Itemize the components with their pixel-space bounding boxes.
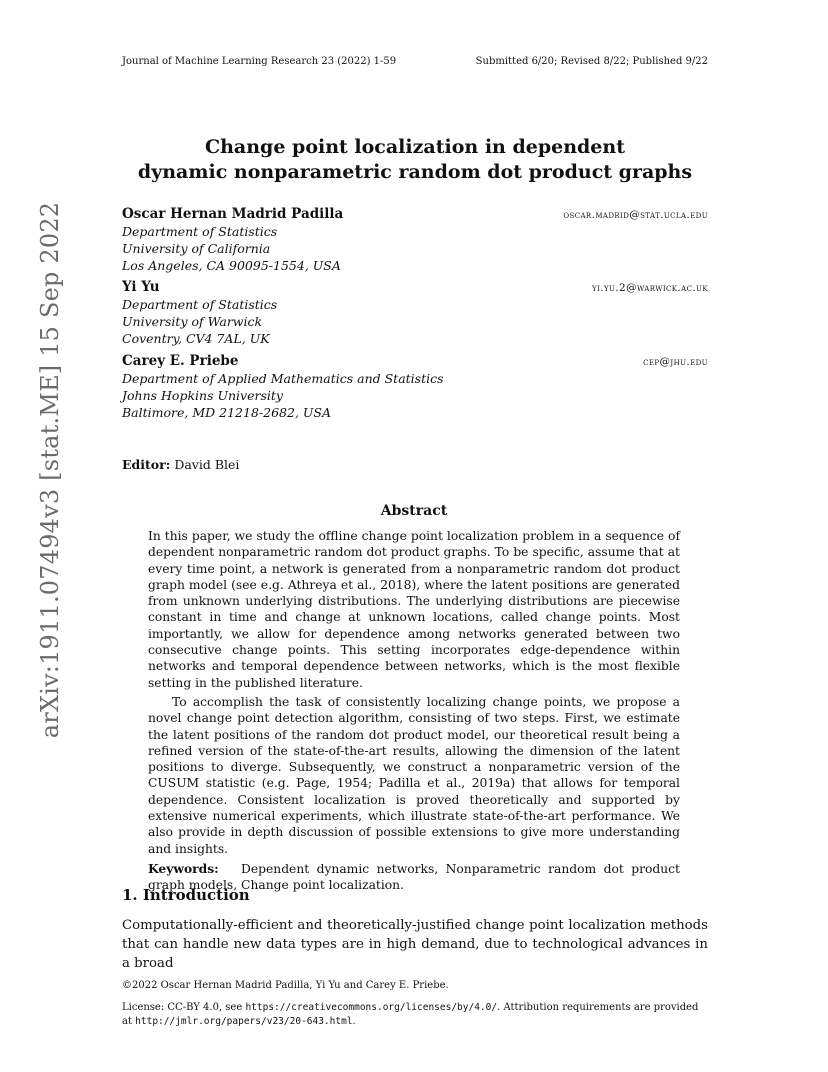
introduction-paragraph: Computationally-efficient and theoretically-justified change point localization methods that can handle new data types are in high demand, due to technological advances in a broad xyxy=(122,918,708,971)
author-name: Carey E. Priebe xyxy=(122,353,239,369)
abstract-heading: Abstract xyxy=(380,503,448,519)
title-line-2: dynamic nonparametric random dot product graphs xyxy=(137,161,693,183)
abstract-paragraph-1: In this paper, we study the offline change point localization problem in a sequence of dependent nonparametric random dot product graphs. To be specific, assume that at every time point, a network is generated from a nonparametric random dot product graph model (see e.g. Athreya et al., 2018), where the latent positions are generated from unknown underlying distributions. The underlying distributions are piecewise constant in time and change at unknown locations, called change points. Most importantly, we allow for dependence among networks generated between two consecutive change points. This setting incorporates edge-dependence within networks and temporal dependence between networks, which is the most flexible setting in the published literature. xyxy=(148,529,680,690)
author-block xyxy=(122,206,708,274)
arxiv-stamp: arXiv:1911.07494v3 [stat.ME] 15 Sep 2022 xyxy=(36,201,64,739)
abstract-body xyxy=(148,528,680,894)
editor-line xyxy=(122,457,239,472)
license-at: at xyxy=(122,1015,136,1027)
author-block xyxy=(122,279,708,347)
author-email[interactable]: cep@jhu.edu xyxy=(643,356,708,368)
author-institution: University of California xyxy=(122,241,271,256)
author-institution: Johns Hopkins University xyxy=(122,388,283,403)
author-email[interactable]: yi.yu.2@warwick.ac.uk xyxy=(592,282,708,294)
attribution-link[interactable]: http://jmlr.org/papers/v23/20-643.html xyxy=(135,1015,353,1027)
author-department: Department of Statistics xyxy=(122,297,278,312)
author-name: Oscar Hernan Madrid Padilla xyxy=(122,206,344,222)
license-notice xyxy=(122,1001,708,1028)
license-prefix: License: CC-BY 4.0, see xyxy=(122,1002,246,1013)
license-middle: . Attribution requirements are provided xyxy=(497,1002,699,1013)
keywords-list: Dependent dynamic networks, Nonparametric random dot product graph models, Change point localization. xyxy=(148,861,680,893)
title-line-1: Change point localization in dependent xyxy=(204,136,625,158)
introduction-text xyxy=(122,916,708,973)
license-link[interactable]: https://creativecommons.org/licenses/by/4.0/ xyxy=(245,1002,498,1013)
author-department: Department of Applied Mathematics and Statistics xyxy=(122,371,444,386)
paper-title xyxy=(122,135,708,185)
copyright-notice: ©2022 Oscar Hernan Madrid Padilla, Yi Yu and Carey E. Priebe. xyxy=(122,980,449,991)
author-institution: University of Warwick xyxy=(122,314,263,329)
section-heading-introduction: 1. Introduction xyxy=(122,886,250,904)
author-email[interactable]: oscar.madrid@stat.ucla.edu xyxy=(563,209,708,221)
license-end: . xyxy=(352,1015,356,1027)
abstract-paragraph-2: To accomplish the task of consistently localizing change points, we propose a novel change point detection algorithm, consisting of two steps. First, we estimate the latent positions of the random dot product model, our theoretical result being a refined version of the state-of-the-art results, allowing the dimension of the latent positions to diverge. Subsequently, we construct a nonparametric version of the CUSUM statistic (e.g. Page, 1954; Padilla et al., 2019a) that allows for temporal dependence. Consistent localization is proved theoretically and supported by extensive numerical experiments, which illustrate state-of-the-art performance. We also provide in depth discussion of possible extensions to give more understanding and insights. xyxy=(148,694,680,856)
journal-citation: Journal of Machine Learning Research 23 (2022) 1-59 xyxy=(122,56,397,67)
submission-dates: Submitted 6/20; Revised 8/22; Published 9/22 xyxy=(475,56,708,67)
author-department: Department of Statistics xyxy=(122,224,278,239)
author-address: Baltimore, MD 21218-2682, USA xyxy=(122,405,332,420)
author-address: Coventry, CV4 7AL, UK xyxy=(122,331,270,346)
editor-label: Editor: xyxy=(122,457,171,472)
editor-name: David Blei xyxy=(174,457,240,472)
keywords-label: Keywords: xyxy=(148,860,219,876)
author-name: Yi Yu xyxy=(122,279,160,295)
author-block xyxy=(122,353,708,421)
author-address: Los Angeles, CA 90095-1554, USA xyxy=(122,258,341,273)
